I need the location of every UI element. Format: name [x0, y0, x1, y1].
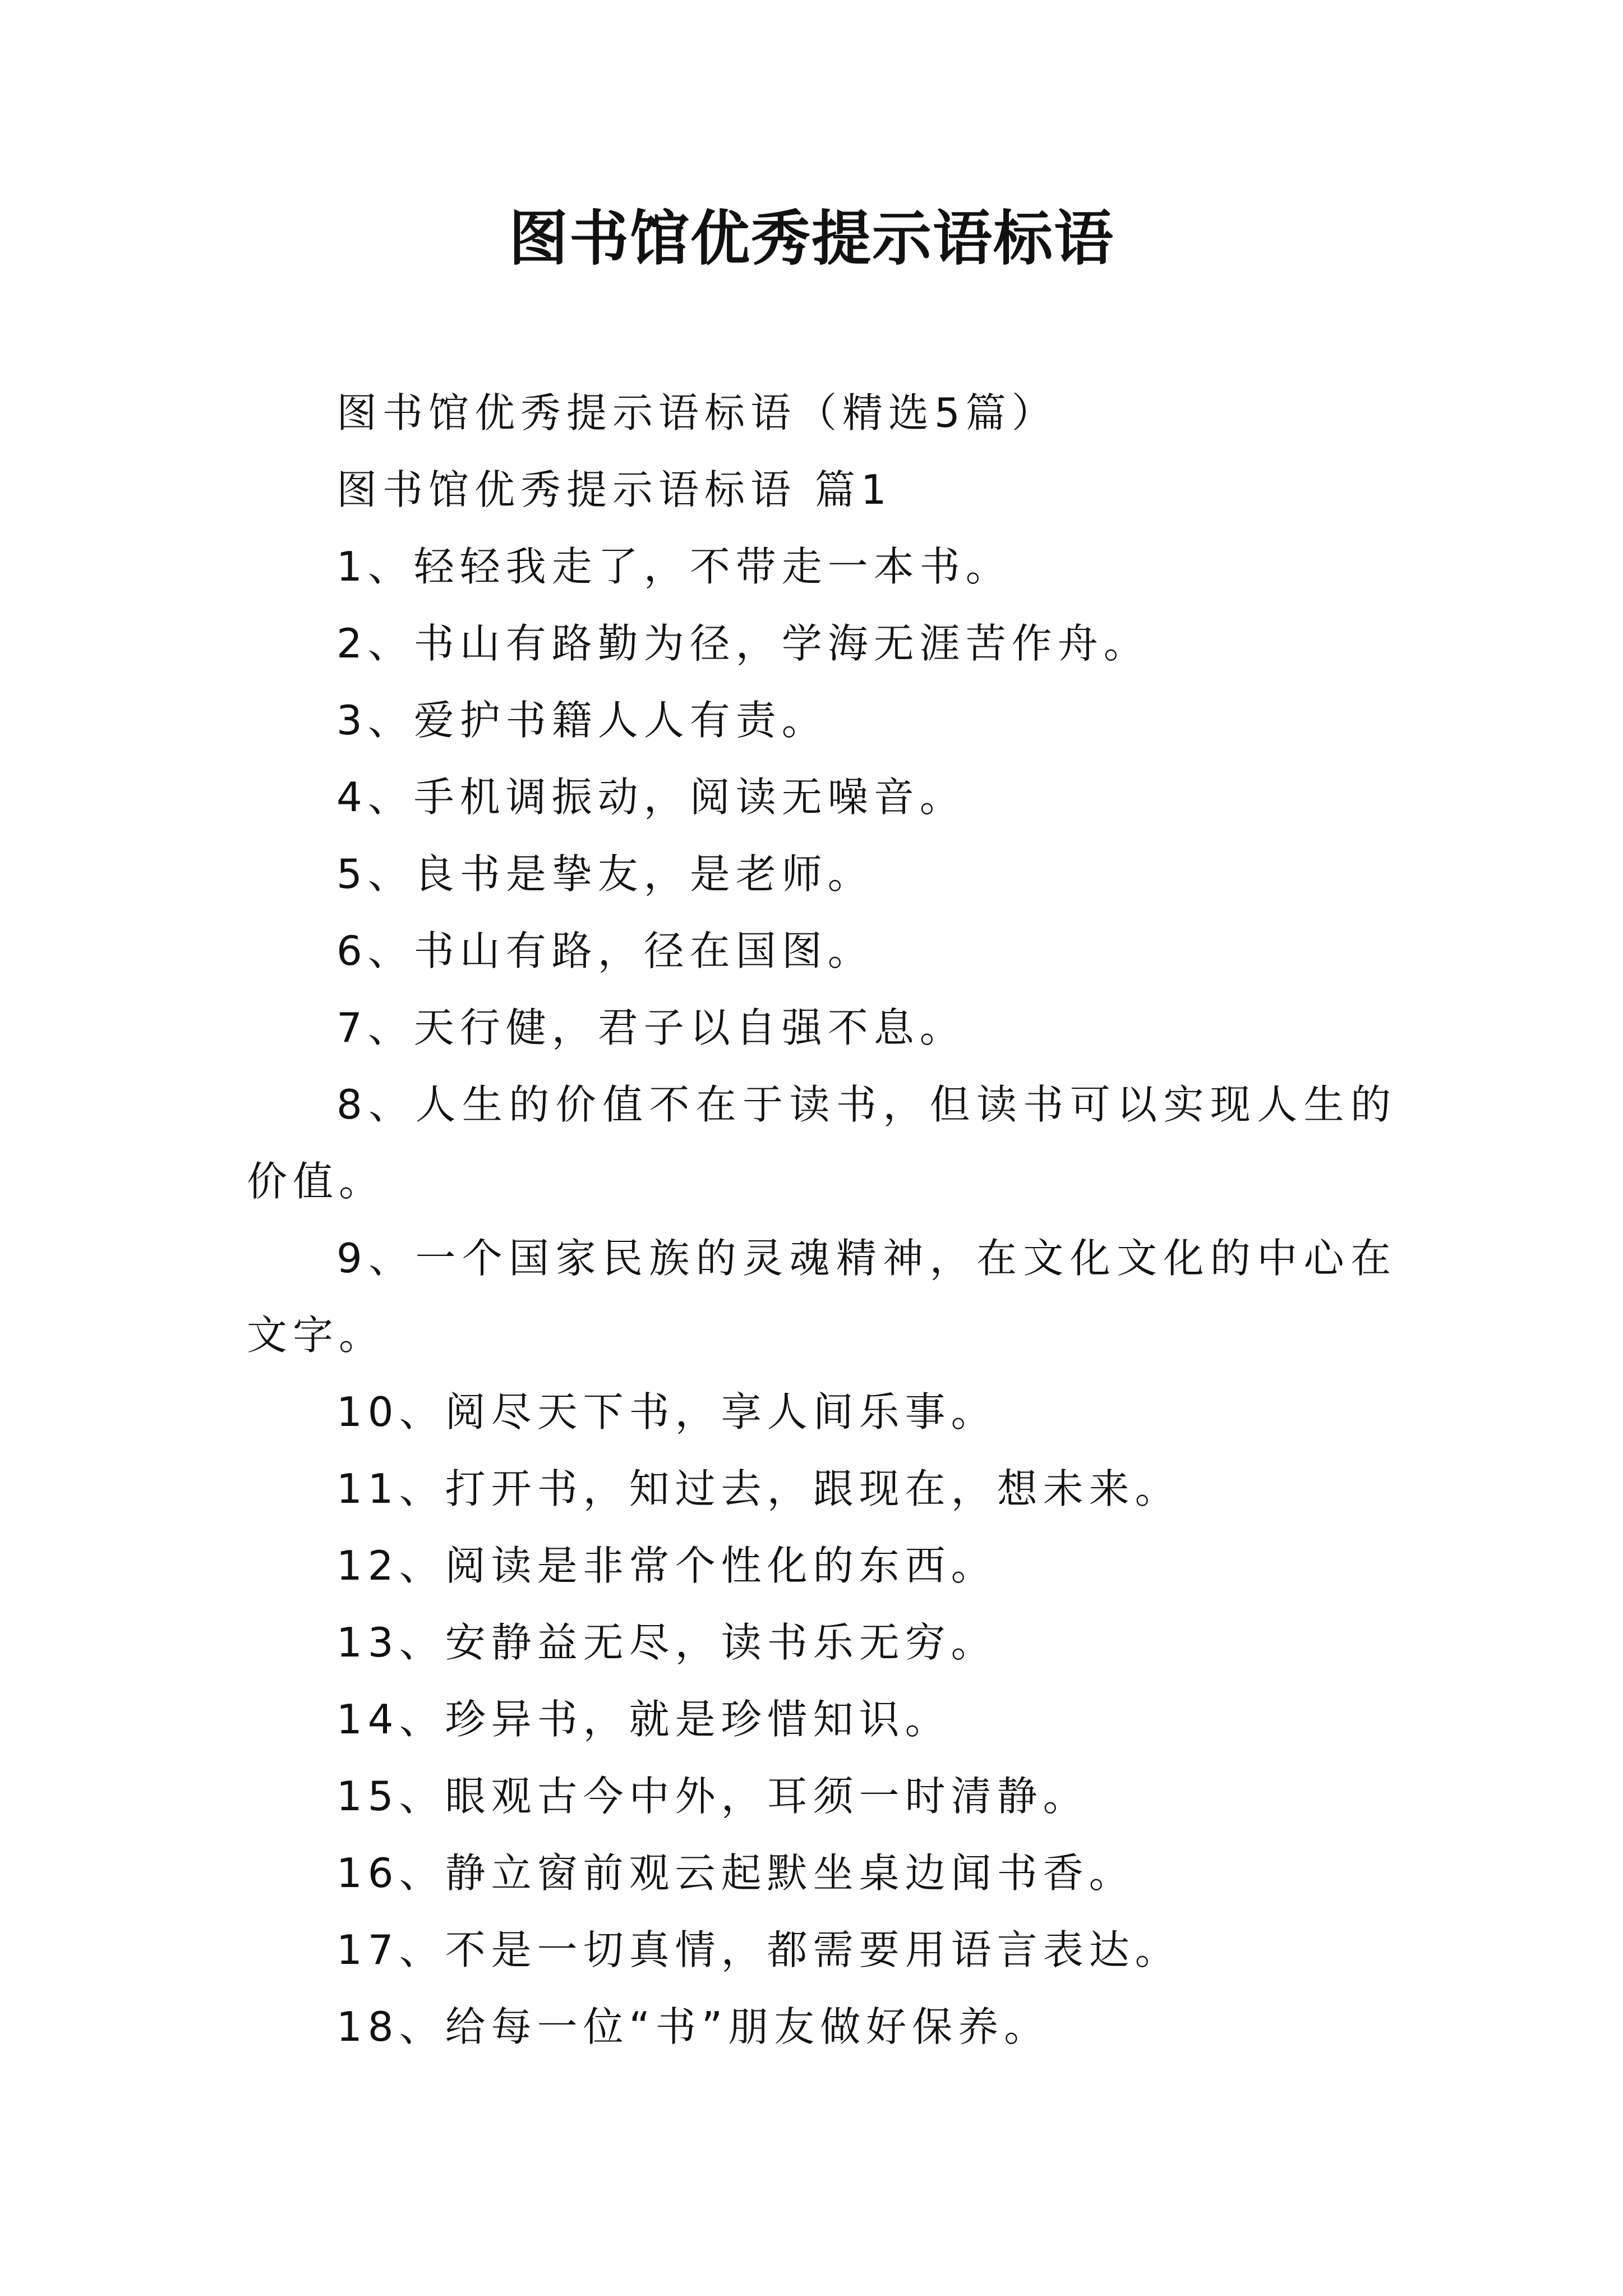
document-body [247, 375, 1396, 2065]
slogan-item-5: 5、良书是挚友，是老师。 [336, 850, 874, 898]
slogan-item-13: 13、安静益无尽，读书乐无穷。 [336, 1619, 997, 1666]
slogan-item-6: 6、书山有路，径在国图。 [336, 927, 874, 974]
slogan-item-10: 10、阅尽天下书，享人间乐事。 [336, 1388, 997, 1435]
slogan-item-16: 16、静立窗前观云起默坐桌边闻书香。 [336, 1849, 1135, 1897]
slogan-item-4: 4、手机调振动，阅读无噪音。 [336, 774, 966, 821]
slogan-item-7: 7、天行健，君子以自强不息。 [336, 1004, 966, 1051]
intro-line: 图书馆优秀提示语标语（精选5篇） [336, 389, 1058, 436]
slogan-item-9: 9、一个国家民族的灵魂精神，在文化文化的中心在文字。 [247, 1235, 1396, 1359]
slogan-item-2: 2、书山有路勤为径，学海无涯苦作舟。 [336, 620, 1150, 667]
slogan-item-17: 17、不是一切真情，都需要用语言表达。 [336, 1926, 1181, 1973]
slogan-item-18: 18、给每一位“书”朋友做好保养。 [336, 2003, 1050, 2050]
document-title: 图书馆优秀提示语标语 [509, 203, 1114, 273]
slogan-item-11: 11、打开书，知过去，跟现在，想未来。 [336, 1465, 1181, 1512]
slogan-item-14: 14、珍异书，就是珍惜知识。 [336, 1696, 951, 1743]
slogan-item-3: 3、爱护书籍人人有责。 [336, 697, 828, 744]
section-heading: 图书馆优秀提示语标语 篇1 [336, 466, 892, 513]
slogan-item-8: 8、人生的价值不在于读书，但读书可以实现人生的价值。 [247, 1081, 1396, 1205]
slogan-item-15: 15、眼观古今中外，耳须一时清静。 [336, 1773, 1089, 1820]
slogan-item-1: 1、轻轻我走了，不带走一本书。 [336, 543, 1012, 590]
slogan-item-12: 12、阅读是非常个性化的东西。 [336, 1542, 997, 1589]
